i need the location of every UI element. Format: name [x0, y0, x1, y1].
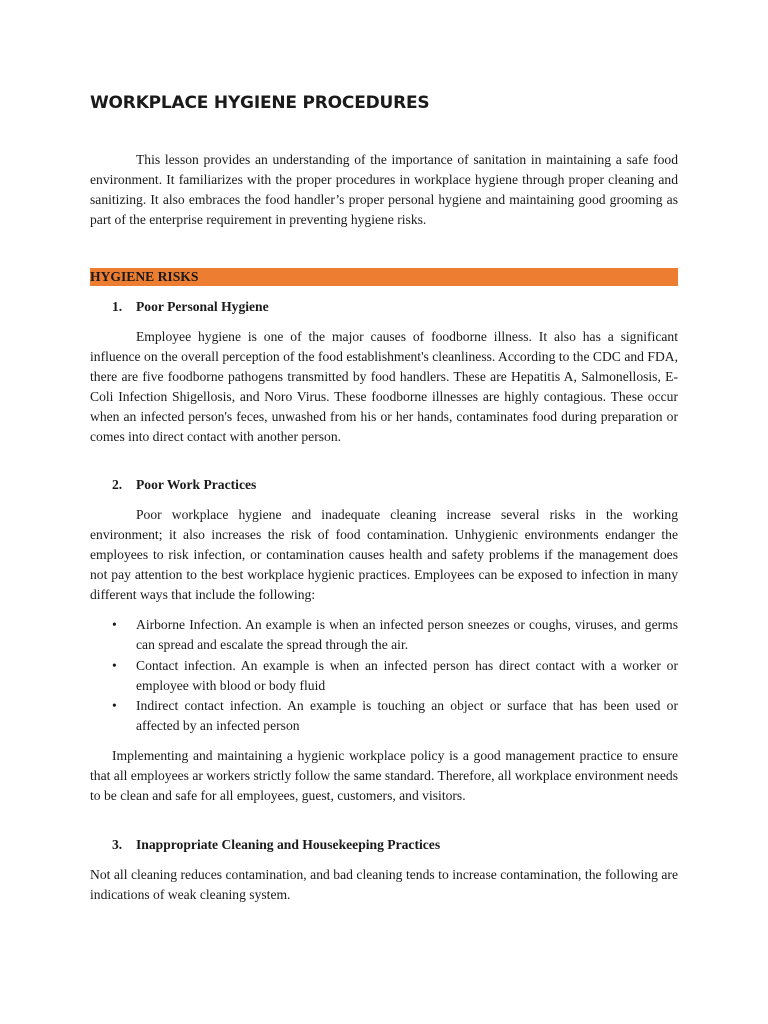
- item-3-number: 3.: [112, 837, 123, 852]
- item-1-number: 1.: [112, 299, 123, 314]
- bullet-text-indirect: Indirect contact infection. An example is touching an object or surface that has been used or affected by an infected person: [136, 698, 678, 733]
- page-title: WORKPLACE HYGIENE PROCEDURES: [90, 93, 430, 113]
- item-1-body: Employee hygiene is one of the major causes of foodborne illness. It also has a significant influence on the overall perception of the food establishment's cleanliness. According to the CDC and FDA, there are five foodborne pathogens transmitted by food handlers. These are Hepatitis A, Salmonellosis, E-Coli Infection Shigellosis, and Noro Virus. These foodborne illnesses are highly contagious. These occur when an infected person's feces, unwashed from his or her hands, contaminates food during preparation or comes into direct contact with another person.: [90, 329, 678, 444]
- list-item: [112, 696, 678, 736]
- item-3-body: Not all cleaning reduces contamination, and bad cleaning tends to increase contamination, the following are indications of weak cleaning system.: [90, 867, 678, 902]
- list-item: [112, 656, 678, 696]
- bullet-glyph: •: [112, 698, 117, 713]
- bullet-glyph: •: [112, 617, 117, 632]
- list-item: [112, 615, 678, 655]
- item-2-number: 2.: [112, 477, 123, 492]
- item-2-closing: Implementing and maintaining a hygienic workplace policy is a good management practice to ensure that all employees ar workers strictly follow the same standard. Therefore, all workplace environment needs to be clean and safe for all employees, guest, customers, and visitors.: [90, 748, 678, 803]
- item-3-title: Inappropriate Cleaning and Housekeeping Practices: [136, 837, 441, 852]
- intro-paragraph: This lesson provides an understanding of the importance of sanitation in maintaining a safe food environment. It familiarizes with the proper procedures in workplace hygiene through proper cleaning and sanitizing. It also embraces the food handler’s proper personal hygiene and maintaining good grooming as part of the enterprise requirement in preventing hygiene risks.: [90, 152, 678, 227]
- bullet-glyph: •: [112, 658, 117, 673]
- item-2-body: Poor workplace hygiene and inadequate cleaning increase several risks in the working environment; it also increases the risk of food contamination. Unhygienic environments endanger the employees to risk infection, or contamination causes health and safety problems if the management does not pay attention to the best workplace hygienic practices. Employees can be exposed to infection in many different ways that include the following:: [90, 507, 678, 602]
- item-1-title: Poor Personal Hygiene: [136, 299, 269, 314]
- item-1-heading: [112, 297, 269, 317]
- item-2-title: Poor Work Practices: [136, 477, 257, 492]
- item-2-heading: [112, 475, 256, 495]
- bullet-text-airborne: Airborne Infection. An example is when an infected person sneezes or coughs, viruses, and germs can spread and escalate the spread through the air.: [136, 617, 678, 652]
- section-heading-bar: [90, 268, 678, 286]
- section-heading: HYGIENE RISKS: [90, 269, 199, 284]
- item-3-heading: [112, 835, 440, 855]
- bullet-text-contact: Contact infection. An example is when an infected person has direct contact with a worker or employee with blood or body fluid: [136, 658, 678, 693]
